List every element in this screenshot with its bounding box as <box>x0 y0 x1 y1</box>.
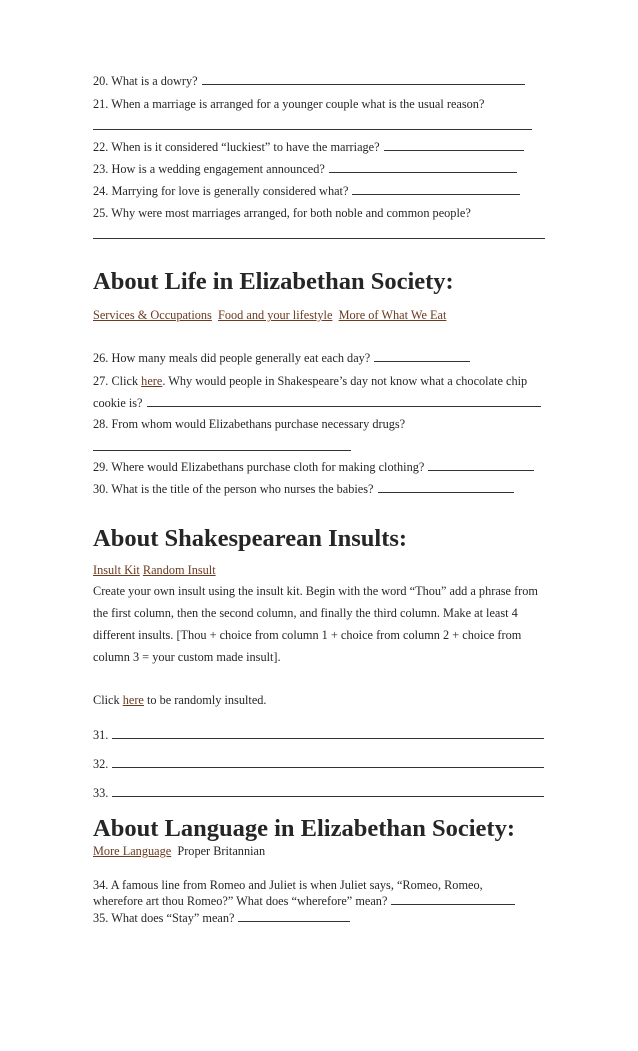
question-34: 34. A famous line from Romeo and Juliet is when Juliet says, “Romeo, Romeo, <box>93 878 483 892</box>
question-24: 24. Marrying for love is generally considered what? <box>93 183 520 199</box>
answer-blank[interactable] <box>112 785 544 797</box>
answer-line[interactable] <box>93 450 351 451</box>
link-here-insult[interactable]: here <box>122 693 144 707</box>
answer-blank[interactable] <box>391 893 515 905</box>
insult-instructions: Create your own insult using the insult kit. Begin with the word “Thou” add a phrase from the first column, then the second column, and finally the third column. Make at least 4 different insults. [Thou + choice from column 1 + choice from column 2 + choice from column 3 = your custom made insult]. <box>93 584 538 664</box>
question-30: 30. What is the title of the person who nurses the babies? <box>93 481 514 497</box>
answer-blank[interactable] <box>384 139 524 151</box>
question-28: 28. From whom would Elizabethans purchase necessary drugs? <box>93 417 406 431</box>
link-food-lifestyle[interactable]: Food and your lifestyle <box>218 308 333 322</box>
question-31: 31. <box>93 727 544 743</box>
random-insult-line: Click here to be randomly insulted. <box>93 693 267 707</box>
link-more-language[interactable]: More Language <box>93 844 172 858</box>
answer-blank[interactable] <box>428 459 534 471</box>
question-23: 23. How is a wedding engagement announced? <box>93 161 517 177</box>
answer-blank[interactable] <box>352 183 520 195</box>
section-heading-language: About Language in Elizabethan Society: <box>93 815 515 842</box>
answer-blank[interactable] <box>374 350 470 362</box>
answer-blank[interactable] <box>238 910 350 922</box>
section-heading-insults: About Shakespearean Insults: <box>93 525 408 552</box>
proper-britannian-label: Proper Britannian <box>177 844 266 858</box>
answer-line[interactable] <box>93 129 532 130</box>
question-22: 22. When is it considered “luckiest” to have the marriage? <box>93 139 524 155</box>
answer-line[interactable] <box>93 238 545 239</box>
question-29: 29. Where would Elizabethans purchase cloth for making clothing? <box>93 459 534 475</box>
question-20: 20. What is a dowry? <box>93 73 525 89</box>
link-insult-kit[interactable]: Insult Kit <box>93 563 140 577</box>
answer-blank[interactable] <box>329 161 517 173</box>
question-21: 21. When a marriage is arranged for a younger couple what is the usual reason? <box>93 97 485 111</box>
question-25: 25. Why were most marriages arranged, for both noble and common people? <box>93 206 471 220</box>
answer-blank[interactable] <box>112 727 544 739</box>
question-34-line2: wherefore art thou Romeo?” What does “wherefore” mean? <box>93 893 515 909</box>
link-services-occupations[interactable]: Services & Occupations <box>93 308 212 322</box>
life-links <box>93 307 446 323</box>
answer-blank[interactable] <box>112 756 544 768</box>
language-links <box>93 843 265 859</box>
question-33: 33. <box>93 785 544 801</box>
question-27-line2: cookie is? <box>93 395 541 411</box>
question-35: 35. What does “Stay” mean? <box>93 910 350 926</box>
link-random-insult[interactable]: Random Insult <box>142 563 216 577</box>
link-more-what-we-eat[interactable]: More of What We Eat <box>338 308 447 322</box>
answer-blank[interactable] <box>147 395 541 407</box>
section-heading-life: About Life in Elizabethan Society: <box>93 268 454 295</box>
question-27: 27. Click here. Why would people in Shakespeare’s day not know what a chocolate chip <box>93 374 528 388</box>
insult-links <box>93 562 216 578</box>
answer-blank[interactable] <box>378 481 514 493</box>
answer-blank[interactable] <box>202 73 525 85</box>
question-26: 26. How many meals did people generally eat each day? <box>93 350 470 366</box>
link-here-chocolate[interactable]: here <box>141 374 163 388</box>
question-32: 32. <box>93 756 544 772</box>
